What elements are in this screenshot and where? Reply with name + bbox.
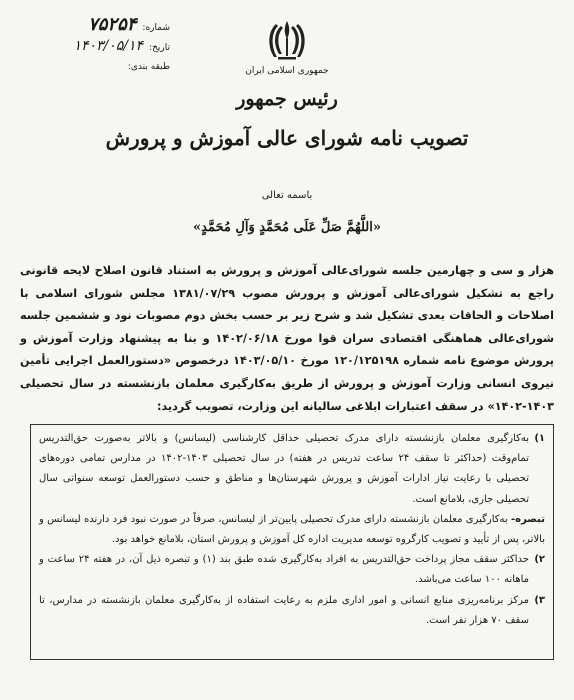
note-text: به‌کارگیری معلمان بازنشسته دارای مدرک تحصیلی پایین‌تر از لیسانس، صرفاً در صورت نبود فرد دارنده لیسانس و بالاتر، پس از تأیید و تصویب کارگروه توسعه مدیریت اداره کل آموزش و پرورش استان، بلامانع خواهد بود. (39, 513, 545, 546)
note-label: تبصره- (511, 513, 545, 525)
iran-emblem-icon (265, 18, 309, 62)
article-1-number: ۱) (534, 433, 545, 444)
article-1 (39, 429, 545, 510)
article-2 (39, 550, 545, 590)
meta-class-label: طبقه بندی: (127, 62, 170, 72)
article-3 (39, 591, 545, 631)
meta-number-label: شماره: (142, 23, 170, 33)
article-2-text: حداکثر سقف مجاز پرداخت حق‌التدریس به افراد به‌کارگیری شده طبق بند (۱) و تبصره ذیل آن، در هفته ۲۴ ساعت و ماهانه ۱۰۰ ساعت می‌باشد. (39, 554, 529, 586)
resolution-articles-box (30, 424, 554, 660)
basmala-caption: باسمه تعالی (261, 190, 313, 201)
article-2-number: ۲) (534, 554, 545, 566)
meta-date-label: تاریخ: (149, 43, 170, 53)
article-3-number: ۳) (534, 594, 545, 606)
salavat-line: «اللَّهُمَّ صَلِّ عَلَى مُحَمَّدٍ وَآلِ مُحَمَّدٍ» (193, 220, 381, 235)
meta-date-value: ۱۴۰۳/۰۵/۱۴ (73, 38, 144, 54)
document-subject: تصویب نامه شورای عالی آموزش و پرورش (105, 126, 469, 150)
article-1-note (39, 510, 545, 550)
resolution-paragraph: هزار و سی و چهارمین جلسه شورای‌عالی آموزش و پرورش به استناد قانون اصلاح لایحه قانونی راجع به تشکیل شورای‌عالی آموزش و پرورش مصوب ۱۳۸۱/۰۷/۲۹ مجلس شورای اسلامی با اصلاحات و الحاقات بعدی تشکیل شد و شرح زیر بر حسب بخش دوم مصوبات نود و ششمین جلسه شورای‌عالی هماهنگی اقتصادی سران قوا مورخ ۱۴۰۲/۰۶/۱۸ و بنا به پیشنهاد وزارت آموزش و پرورش موضوع نامه شماره ۱۲۰/۱۲۵۱۹۸ مورخ ۱۴۰۳/۰۵/۱۰ درخصوص «دستورالعمل اجرایی تأمین نیروی انسانی وزارت آموزش و پرورش از طریق به‌کارگیری معلمان بازنشسته در سال تحصیلی ۱۴۰۳-۱۴۰۲» در سقف اعتبارات ابلاغی سالیانه این وزارت، تصویب گردید: (20, 264, 555, 413)
article-3-text: مرکز برنامه‌ریزی منابع انسانی و امور اداری ملزم به رعایت استفاده از به‌کارگیری معلمان بازنشسته در مدارس، تا سقف ۷۰ هزار نفر است. (39, 594, 529, 626)
meta-number-row (20, 14, 170, 38)
article-1-text: به‌کارگیری معلمان بازنشسته دارای مدرک تحصیلی حداقل کارشناسی (لیسانس) و بالاتر به‌صورت حق‌التدریس تمام‌وقت (حداکثر تا سقف ۲۴ ساعت تدریس در هفته) در سال تحصیلی ۱۴۰۳-۱۴۰۲ در مدارس تمامی دوره‌های تحصیلی با رعایت نیاز ادارات آموزش و پرورش شهرستان‌ها و مناطق و حسب دستورالعمل توسعه سنواتی سال تحصیلی جاری، بلامانع است. (39, 433, 529, 505)
republic-caption: جمهوری اسلامی ایران (245, 66, 329, 76)
office-title: رئیس جمهور (236, 88, 338, 110)
meta-date-row (20, 38, 170, 62)
meta-number-value: ۷۵۲۵۴ (88, 14, 137, 35)
